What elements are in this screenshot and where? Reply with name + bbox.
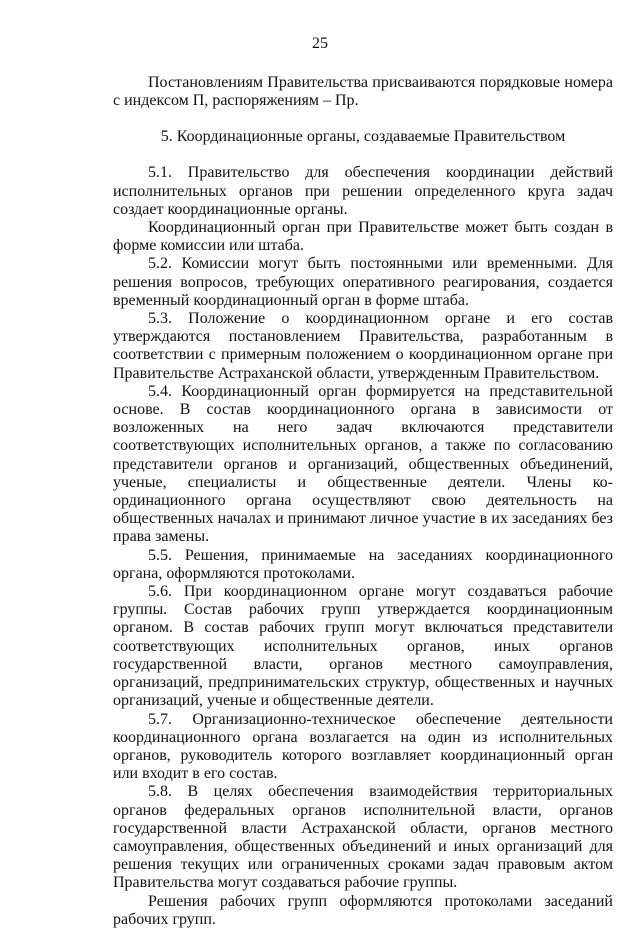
paragraph-5-7: 5.7. Организационно-техническое обеспечение деятельности координационного органа возлагается на один из исполнительных органов, руководитель которого возглавляет координационный орган или входит в его состав. — [113, 710, 613, 783]
paragraph-5-8: 5.8. В целях обеспечения взаимодействия территориальных органов федеральных органов исполнительной власти, органов государственной власти Астраханской области, органов местного самоуправления, общественных объединений и иных организаций для решения текущих или ограниченных сроками задач правовым актом Правительства могут создаваться рабочие группы. — [113, 783, 613, 892]
section-heading: 5. Координационные органы, создаваемые Правительством — [160, 128, 566, 146]
paragraph-5-3: 5.3. Положение о координационном органе и его состав утверждаются постановлением Правительства, разработанным в соответствии с примерным положением о координационном органе при Правительстве Астраханской области, утвержденным Правительством. — [113, 310, 613, 382]
document-body — [113, 74, 613, 929]
intro-paragraph: Постановлениям Правительства присваиваются порядковые номера с индексом П, распоряжениям – Пр. — [113, 74, 613, 110]
page-number: 25 — [312, 35, 328, 52]
paragraph-5-2: 5.2. Комиссии могут быть постоянными или временными. Для решения вопросов, требующих оперативного реагирования, создается временный координационный орган в форме штаба. — [113, 255, 613, 309]
paragraph-5-6: 5.6. При координационном органе могут создаваться рабочие группы. Состав рабочих групп утверждается координационным органом. В состав рабочих групп могут включаться представители соответствующих исполнительных органов, иных органов государственной власти, органов местного самоуправления, организаций, предпринимательских структур, общественных и научных организаций, ученые и общественные деятели. — [113, 583, 613, 710]
paragraph-5-4: 5.4. Координационный орган формируется на представительной основе. В состав координационного органа в зависимости от возложенных на него задач включаются представители соответствующих исполнительных органов, а также по согласованию представители органов и организаций, общественных объединений, ученые, специалисты и общественные деятели. Члены координационного органа осуществляют свою деятельность на общественных началах и принимают личное участие в их заседаниях без права замены. — [113, 382, 613, 546]
paragraph-5-1-form: Координационный орган при Правительстве может быть создан в форме комиссии или штаба. — [113, 219, 613, 255]
paragraph-5-1: 5.1. Правительство для обеспечения координации действий исполнительных органов при решении определенного круга задач создает координационные органы. — [113, 164, 613, 218]
paragraph-5-5: 5.5. Решения, принимаемые на заседаниях координационного органа, оформляются протоколами. — [113, 546, 613, 582]
paragraph-working-group-decisions: Решения рабочих групп оформляются протоколами заседаний рабочих групп. — [113, 892, 613, 928]
